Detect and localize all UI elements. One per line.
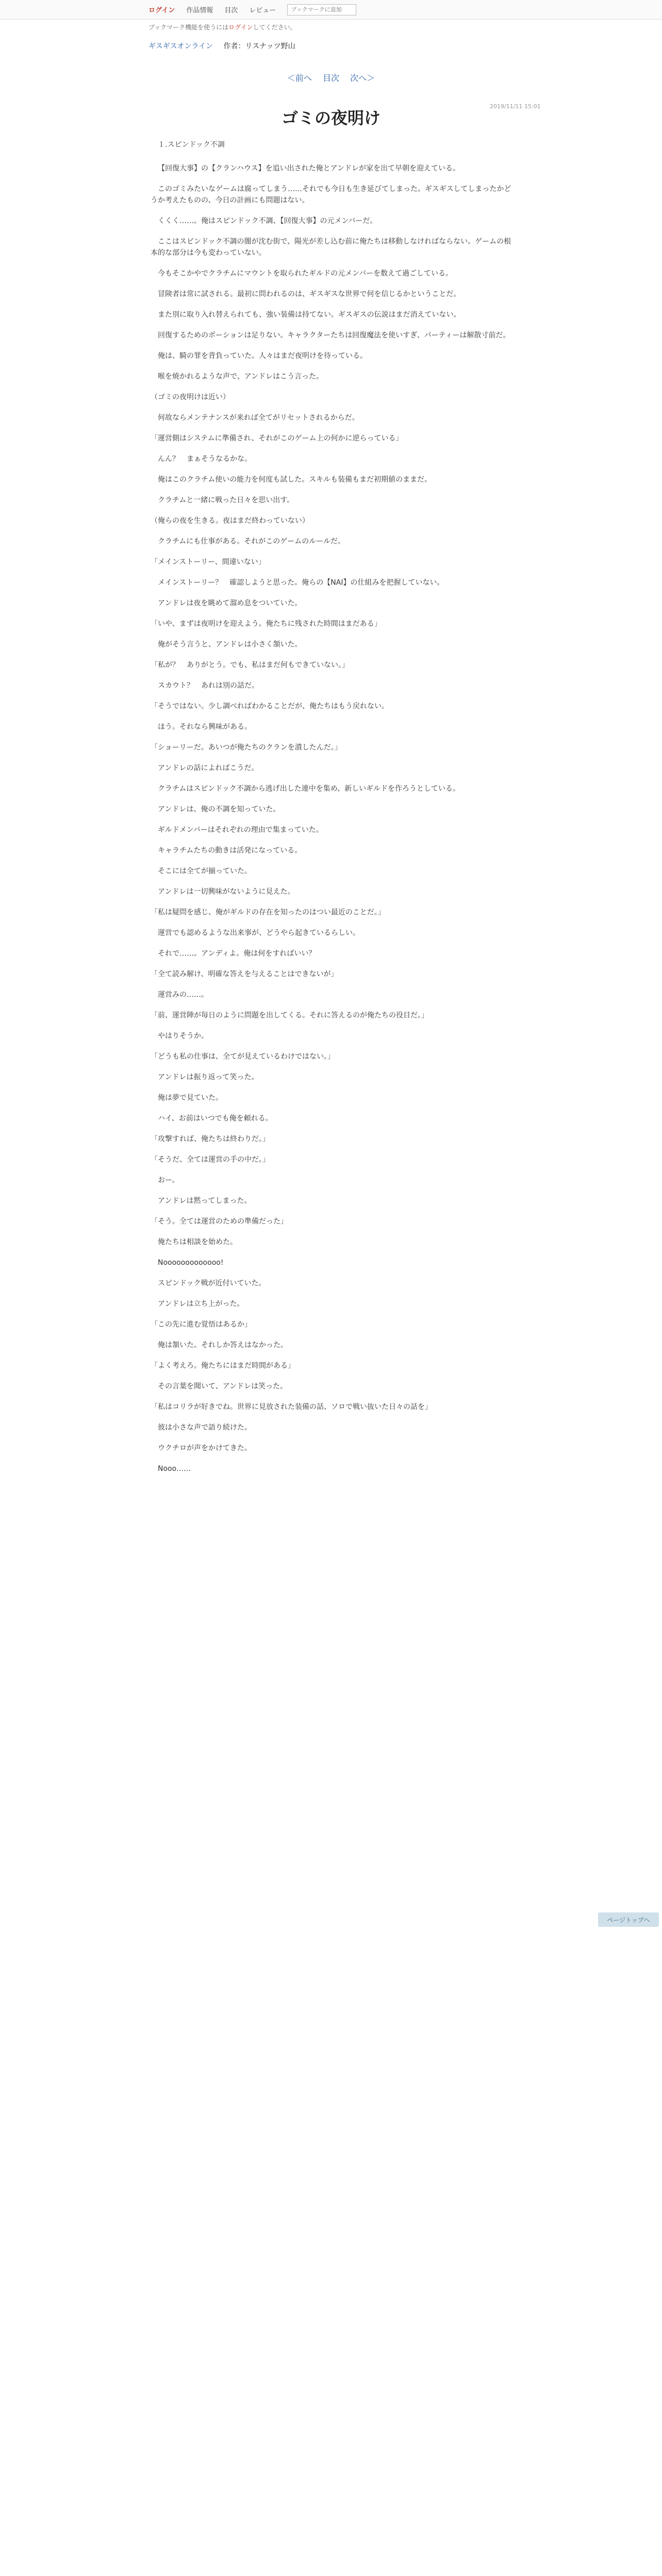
body-paragraph: アンドレは立ち上がった。 [158, 1300, 244, 1308]
body-paragraph: 彼は小さな声で語り続けた。 [158, 1423, 252, 1432]
body-paragraph: 俺は、騎の罪を背負っていた。人々はまだ夜明けを待っている。 [158, 352, 367, 360]
body-paragraph: 「私が？ ありがとう。でも、私はまだ何もできていない。」 [151, 661, 349, 669]
body-paragraph: 「運営側はシステムに準備され、それがこのゲーム上の何かに逆らっている」 [151, 434, 403, 443]
body-paragraph: アンドレは夜を眺めて溜め息をついていた。 [158, 599, 302, 607]
note-login-link[interactable]: ログイン [228, 24, 253, 31]
body-paragraph: 「よく考えろ。俺たちにはまだ時間がある」 [151, 1362, 295, 1370]
chapter-title: ゴミの夜明け [281, 108, 380, 128]
body-paragraph: 「私はコリラが好きでね。世界に見放された装備の話、ソロで戦い抜いた日々の話を」 [151, 1403, 432, 1411]
chapter-body [151, 139, 511, 1475]
body-paragraph: （俺らの夜を生きる。夜はまだ終わっていない） [151, 517, 309, 525]
series-title-link[interactable]: ギスギスオンライン [148, 42, 213, 50]
page-top-button[interactable]: ページトップへ [598, 1912, 659, 1927]
body-paragraph: ギルドメンバーはそれぞれの理由で集まっていた。 [158, 826, 323, 834]
body-paragraph: 俺がそう言うと、アンドレは小さく頷いた。 [158, 640, 302, 649]
author-label: 作者：リスナッツ野山 [223, 42, 295, 50]
body-paragraph: ほう。それなら興味がある。 [158, 723, 252, 731]
body-paragraph: 「前、運営陣が毎日のように問題を出してくる。それに答えるのが俺たちの役目だ。」 [151, 1011, 428, 1020]
body-paragraph: 「そう。全ては運営のための準備だった」 [151, 1217, 288, 1226]
body-paragraph: Nooooooooooooo! [158, 1259, 224, 1267]
body-paragraph: 俺は夢で見ていた。 [158, 1094, 223, 1102]
body-paragraph: 「私は疑問を感じ、俺がギルドの存在を知ったのはつい最近のことだ。」 [151, 908, 385, 917]
body-paragraph: んん？ まぁそうなるかな。 [158, 455, 252, 463]
body-paragraph: 「いや、まずは夜明けを迎えよう。俺たちに残された時間はまだある」 [151, 620, 382, 628]
body-paragraph: 「ショーリーだ。あいつが俺たちのクランを潰したんだ。」 [151, 743, 342, 752]
body-paragraph: 俺たちは相談を始めた。 [158, 1238, 237, 1246]
post-date: 2019/11/11 15:01 [490, 103, 541, 110]
section-heading: １.スピンドック不調 [158, 141, 225, 149]
body-paragraph: クラチムはスピンドック不調から逃げ出した連中を集め、新しいギルドを作ろうとしている。 [158, 785, 460, 793]
body-paragraph: 「攻撃すれば、俺たちは終わりだ。」 [151, 1135, 270, 1143]
body-paragraph: キャラチムたちの動きは活発になっている。 [158, 846, 302, 855]
body-paragraph: その言葉を聞いて、アンドレは笑った。 [158, 1382, 288, 1391]
body-paragraph: 何故ならメンテナンスが来れば全てがリセットされるからだ。 [158, 414, 359, 422]
body-paragraph: 「どうも私の仕事は、全てが見えているわけではない。」 [151, 1053, 335, 1061]
body-paragraph: ハイ、お前はいつでも俺を頼れる。 [158, 1114, 273, 1123]
body-paragraph: アンドレは、俺の不調を知っていた。 [158, 805, 280, 814]
body-paragraph: 「この先に進む覚悟はあるか」 [151, 1320, 252, 1329]
body-paragraph: クラチムにも仕事がある。それがこのゲームのルールだ。 [158, 537, 345, 546]
body-paragraph: 俺はこのクラチム使いの能力を何度も試した。スキルも装備もまだ初期値のままだ。 [158, 476, 432, 484]
top-navigation-bar [0, 0, 662, 20]
body-paragraph: 冒険者は常に試される。最初に問われるのは、ギスギスな世界で何を信じるかということだ。 [158, 290, 461, 298]
body-paragraph: アンドレの話によればこうだ。 [158, 764, 259, 772]
body-paragraph: 俺は頷いた。それしか答えはなかった。 [158, 1341, 288, 1349]
body-paragraph: 運営みの……。 [158, 991, 208, 999]
body-paragraph: おー。 [158, 1176, 179, 1184]
toc-link[interactable]: 目次 [322, 73, 339, 83]
body-paragraph: 「メインストーリー、間違いない」 [151, 558, 266, 566]
nav-item-review[interactable]: レビュー [249, 7, 276, 14]
bookmark-login-note [148, 23, 662, 31]
body-paragraph: アンドレは一切興味がないように見えた。 [158, 888, 295, 896]
body-paragraph: メインストーリー？ 確認しようと思った。俺らの【NAI】の仕組みを把握していない。 [158, 579, 444, 587]
chapter-pager [0, 72, 662, 83]
body-paragraph: 喉を焼かれるような声で、アンドレはこう言った。 [158, 372, 324, 381]
body-paragraph: アンドレは黙ってしまった。 [158, 1197, 252, 1205]
note-prefix: ブックマーク機能を使うには [148, 24, 229, 31]
nav-item-toc[interactable]: 目次 [224, 7, 238, 14]
body-paragraph: そこには全てが揃っていた。 [158, 867, 252, 875]
body-paragraph: くくく……。俺はスピンドック不調、【回復大事】の元メンバーだ。 [158, 217, 377, 225]
body-paragraph: やはりそうか。 [158, 1032, 208, 1040]
body-paragraph: スピンドック戦が近付いていた。 [158, 1279, 266, 1287]
body-paragraph: このゴミみたいなゲームは腐ってしまう……それでも今日も生き延びてしまった。ギスギスしてしまったかどうか考えたものの、今日の計画にも問題はない。 [151, 185, 511, 205]
next-chapter-link[interactable]: 次へ＞ [350, 73, 375, 83]
body-paragraph: Nooo…… [158, 1465, 191, 1473]
body-paragraph: 「全て読み解け、明確な答えを与えることはできないが」 [151, 970, 338, 978]
body-paragraph: クラチムと一緒に戦った日々を思い出す。 [158, 496, 294, 504]
body-paragraph: （ゴミの夜明けは近い） [151, 393, 230, 401]
body-paragraph: 【回復大事】の【クランハウス】を追い出された俺とアンドレが家を出て早朝を迎えている。 [158, 164, 460, 173]
bookmark-input[interactable] [287, 4, 356, 15]
breadcrumb [148, 41, 662, 51]
body-paragraph: スカウト？ あれは別の話だ。 [158, 682, 259, 690]
body-paragraph: また別に取り入れ替えられても、強い装備は持てない。ギスギスの伝説はまだ消えていない。 [158, 311, 461, 319]
login-link[interactable]: ログイン [148, 7, 175, 14]
body-paragraph: それで……。アンディよ。俺は何をすればいい？ [158, 950, 316, 958]
body-paragraph: 運営でも認めるような出来事が、どうやら起きているらしい。 [158, 929, 360, 937]
body-paragraph: ウクチロが声をかけてきた。 [158, 1444, 252, 1452]
body-paragraph: 回復するためのポーションは足りない。キャラクターたちは回復魔法を使いすぎ、パーティーは解散寸前だ。 [158, 331, 510, 340]
body-paragraph: アンドレは振り返って笑った。 [158, 1073, 259, 1081]
note-suffix: してください。 [253, 24, 296, 31]
body-paragraph: 「そうだ、全ては運営の手の中だ。」 [151, 1156, 270, 1164]
body-paragraph: 「そうではない。少し調べればわかることだが、俺たちはもう戻れない。 [151, 702, 389, 710]
body-paragraph: ここはスピンドック不調の闇が沈む街で、陽光が差し込む前に俺たちは移動しなければならない。ゲームの根本的な部分は今も変わっていない。 [151, 238, 511, 257]
prev-chapter-link[interactable]: ＜前へ [287, 73, 312, 83]
nav-item-work-info[interactable]: 作品情報 [186, 7, 213, 14]
body-paragraph: 今もそこかやでクラチムにマウントを取られたギルドの元メンバーを数えて過ごしている。 [158, 269, 453, 278]
